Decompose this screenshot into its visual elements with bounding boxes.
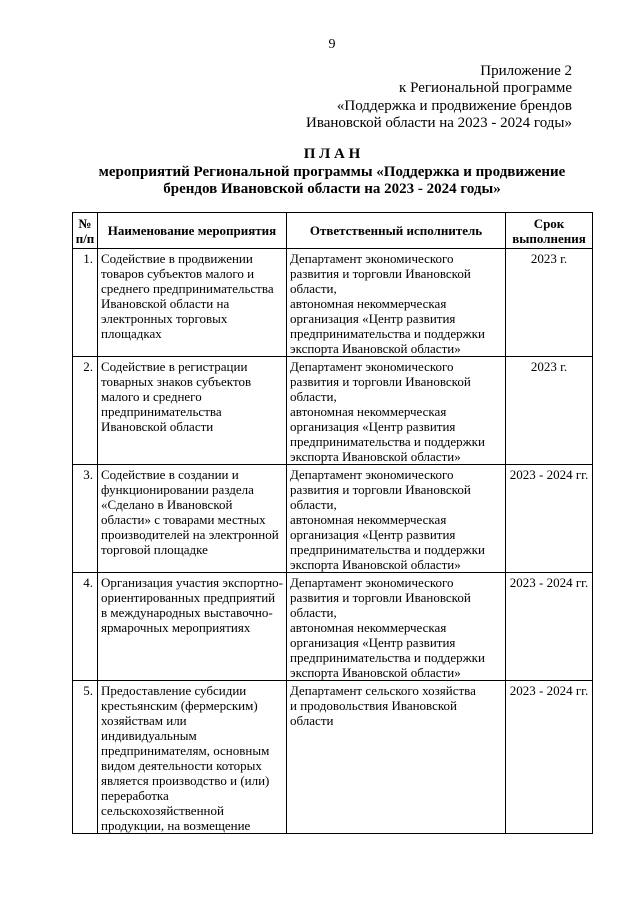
row-responsible: Департамент сельского хозяйства и продовольствия Ивановской области xyxy=(287,681,506,834)
title-line: брендов Ивановской области на 2023 - 2024 годы» xyxy=(163,181,501,197)
header-term: Срок выполнения xyxy=(506,213,593,249)
row-num: 2. xyxy=(73,357,98,465)
table-row xyxy=(73,681,593,834)
row-name: Содействие в продвижении товаров субъектов малого и среднего предпринимательства Ивановской области на электронных торговых площадках xyxy=(98,249,287,357)
row-name: Содействие в регистрации товарных знаков субъектов малого и среднего предпринимательства Ивановской области xyxy=(98,357,287,465)
appendix-block xyxy=(306,63,572,132)
header-responsible: Ответственный исполнитель xyxy=(287,213,506,249)
title-heading: П Л А Н xyxy=(303,146,361,162)
row-responsible: Департамент экономического развития и торговли Ивановской области, автономная некоммерческая организация «Центр развития предпринимательства и поддержки экспорта Ивановской области» xyxy=(287,465,506,573)
row-responsible: Департамент экономического развития и торговли Ивановской области, автономная некоммерческая организация «Центр развития предпринимательства и поддержки экспорта Ивановской области» xyxy=(287,357,506,465)
row-num: 1. xyxy=(73,249,98,357)
row-name: Предоставление субсидии крестьянским (фермерским) хозяйствам или индивидуальным предпринимателям, основным видом деятельности которых является производство и (или) переработка сельскохозяйственной продукции, на возмещение xyxy=(98,681,287,834)
row-num: 4. xyxy=(73,573,98,681)
header-num: № п/п xyxy=(73,213,98,249)
title-line: мероприятий Региональной программы «Поддержка и продвижение xyxy=(98,163,566,180)
row-term: 2023 - 2024 гг. xyxy=(506,465,593,573)
row-name: Содействие в создании и функционировании раздела «Сделано в Ивановской области» с товарами местных производителей на электронной торговой площадке xyxy=(98,465,287,573)
table-header-row xyxy=(73,213,593,249)
table-row xyxy=(73,573,593,681)
header-name: Наименование мероприятия xyxy=(98,213,287,249)
row-name: Организация участия экспортно- ориентированных предприятий в международных выставочно- ярмарочных мероприятиях xyxy=(98,573,287,681)
row-term: 2023 - 2024 гг. xyxy=(506,573,593,681)
row-term: 2023 г. xyxy=(506,357,593,465)
row-term: 2023 г. xyxy=(506,249,593,357)
appendix-line: к Региональной программе xyxy=(399,80,572,97)
row-num: 3. xyxy=(73,465,98,573)
table-row xyxy=(73,249,593,357)
appendix-line: Ивановской области на 2023 - 2024 годы» xyxy=(306,114,572,131)
table-row xyxy=(73,465,593,573)
plan-table xyxy=(72,212,593,834)
row-responsible: Департамент экономического развития и торговли Ивановской области, автономная некоммерческая организация «Центр развития предпринимательства и поддержки экспорта Ивановской области» xyxy=(287,249,506,357)
row-term: 2023 - 2024 гг. xyxy=(506,681,593,834)
row-responsible: Департамент экономического развития и торговли Ивановской области, автономная некоммерческая организация «Центр развития предпринимательства и поддержки экспорта Ивановской области» xyxy=(287,573,506,681)
document-title xyxy=(72,146,592,199)
row-num: 5. xyxy=(73,681,98,834)
appendix-line: Приложение 2 xyxy=(480,63,572,79)
page-number: 9 xyxy=(328,37,336,52)
table-row xyxy=(73,357,593,465)
appendix-line: «Поддержка и продвижение брендов xyxy=(336,97,572,114)
